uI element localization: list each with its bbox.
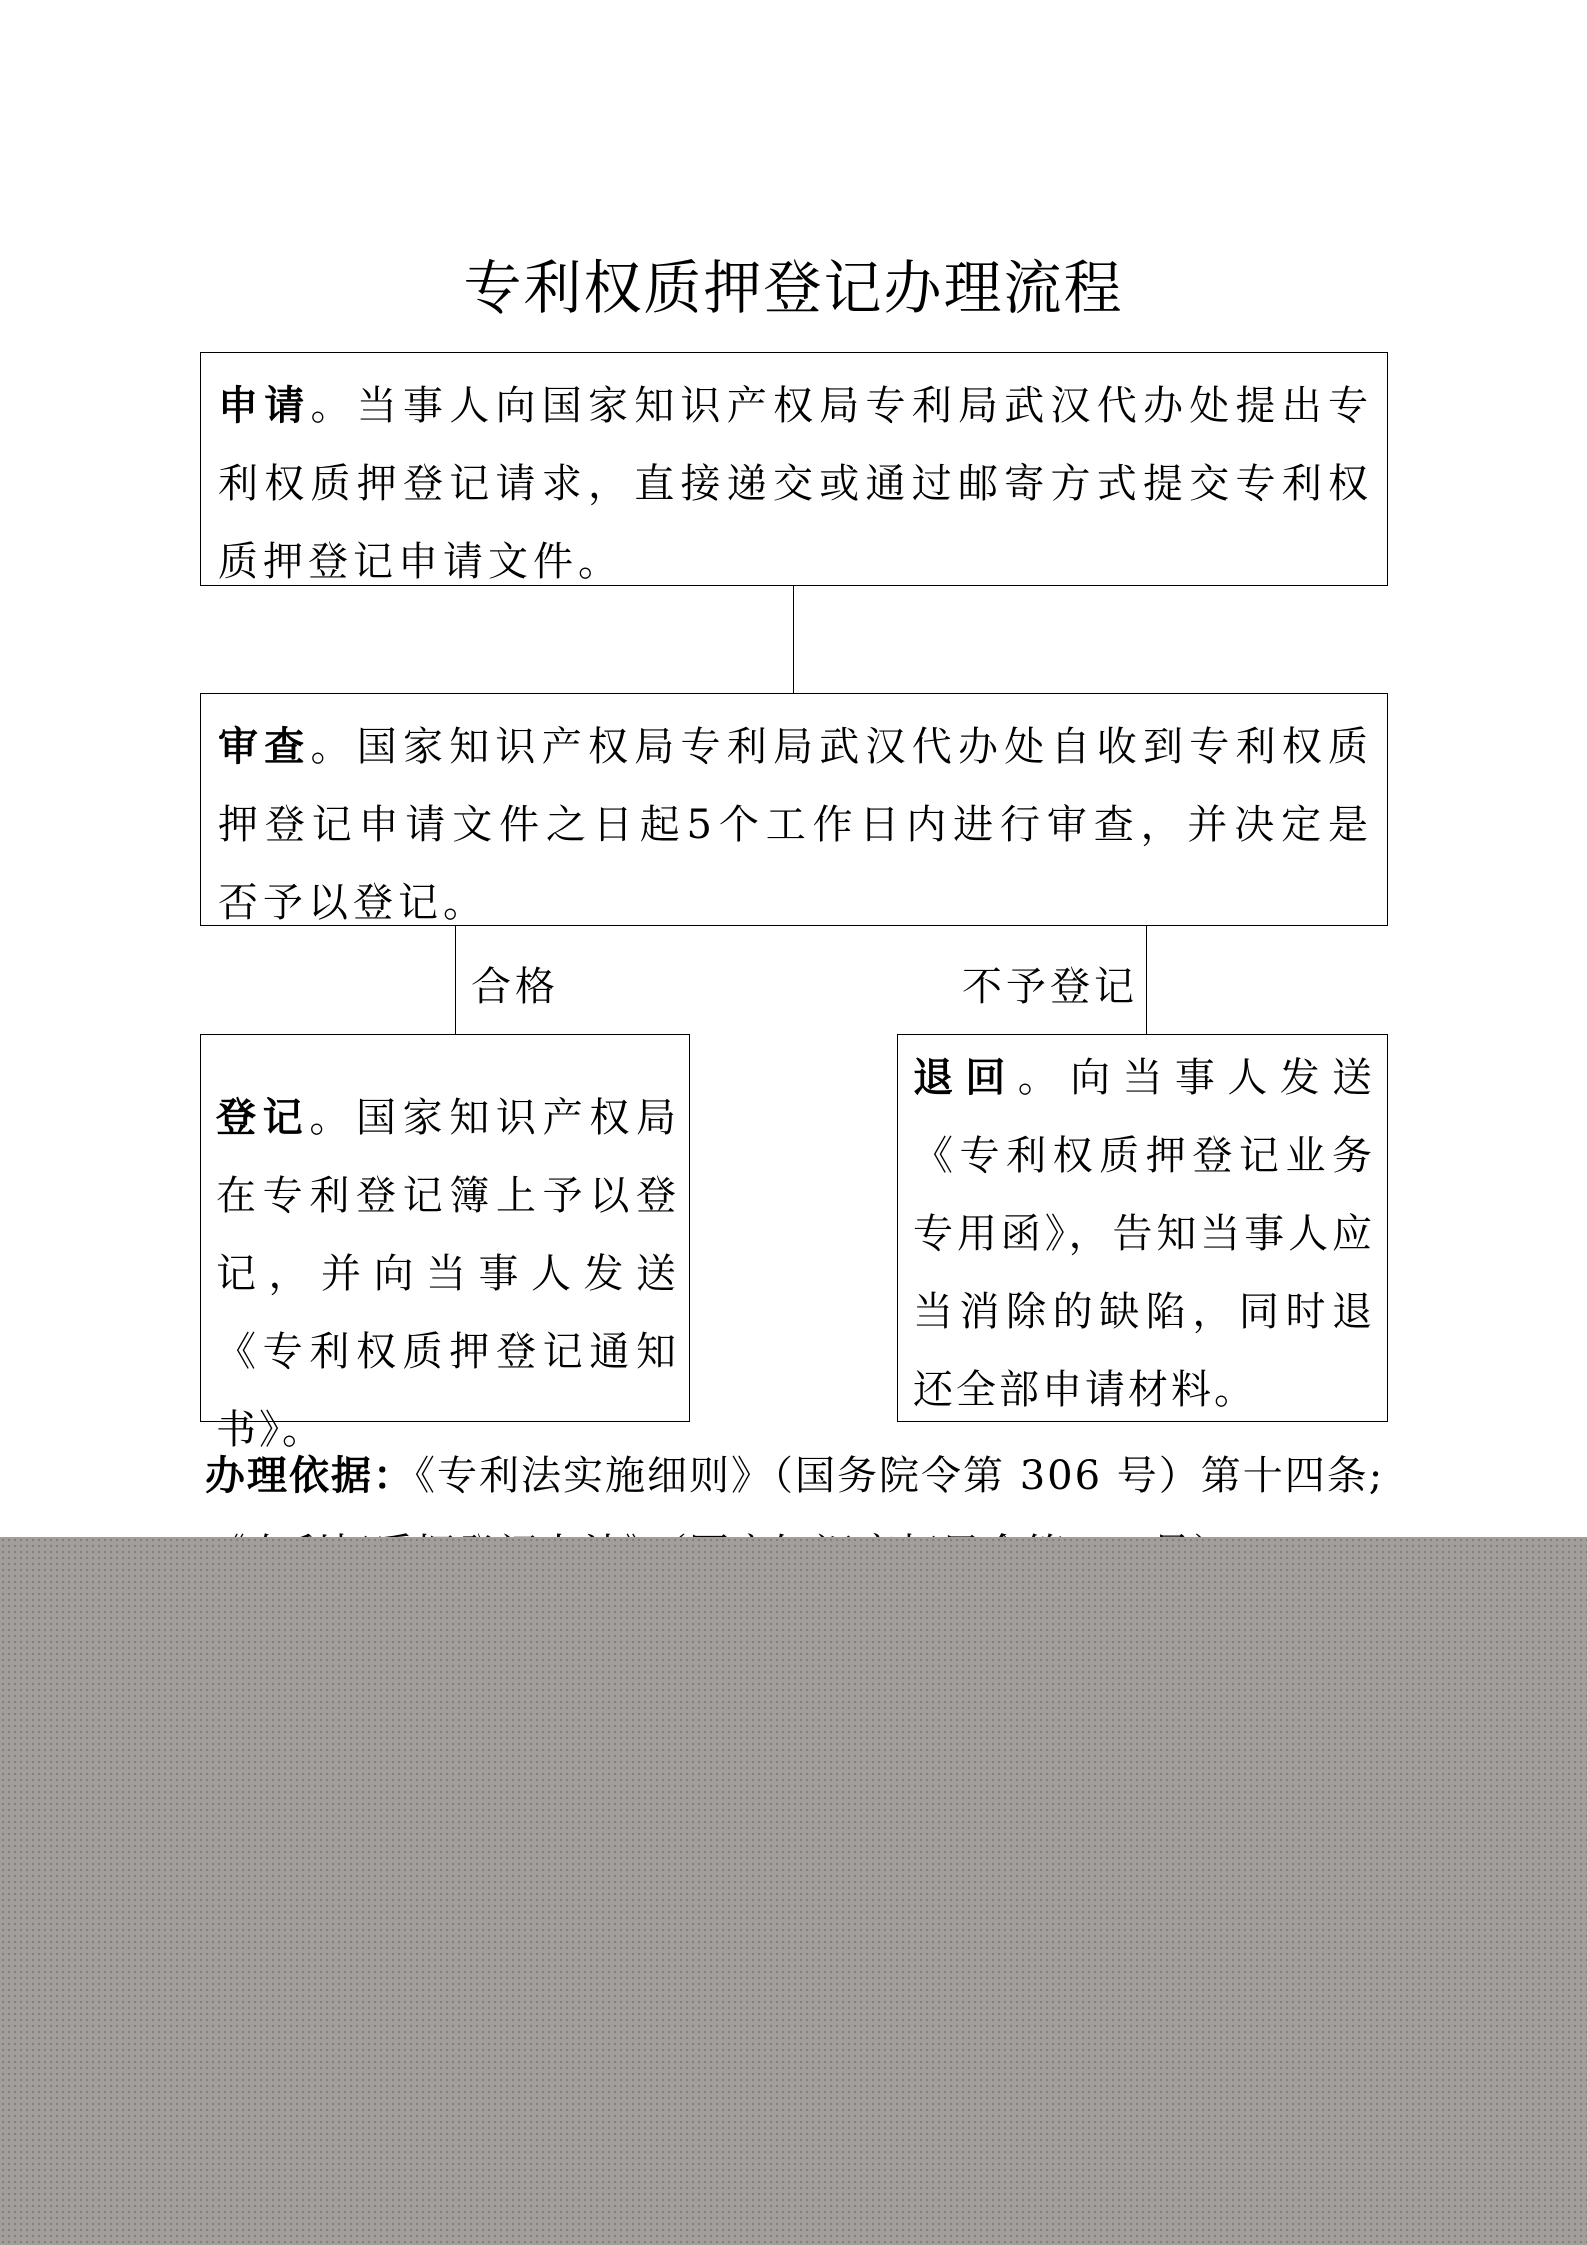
return-label: 退回 — [913, 1055, 1018, 1101]
review-box — [200, 693, 1388, 926]
connector-review-return — [1146, 926, 1147, 1034]
apply-box — [200, 352, 1388, 586]
review-text: 。国家知识产权局专利局武汉代办处自收到专利权质押登记申请文件之日起5个工作日内进行审查，并决定是否予以登记。 — [218, 724, 1373, 926]
register-text: 。国家知识产权局在专利登记簿上予以登记，并向当事人发送《专利权质押登记通知书》。 — [216, 1095, 680, 1453]
apply-text: 。当事人向国家知识产权局专利局武汉代办处提出专利权质押登记请求，直接递交或通过邮寄方式提交专利权质押登记申请文件。 — [218, 383, 1373, 585]
basis-line-1: 《专利法实施细则》（国务院令第 306 号）第十四条; — [415, 1453, 1385, 1499]
register-label: 登记 — [216, 1095, 310, 1141]
return-paragraph — [913, 1039, 1375, 1429]
connector-apply-review — [793, 586, 794, 693]
apply-paragraph — [218, 367, 1373, 601]
page-title: 专利权质押登记办理流程 — [463, 254, 1124, 322]
edge-label-rejected: 不予登记 — [962, 964, 1138, 1010]
register-paragraph — [216, 1079, 679, 1469]
connector-review-register — [455, 926, 456, 1034]
return-text: 。向当事人发送《专利权质押登记业务专用函》，告知当事人应当消除的缺陷，同时退还全部申请材料。 — [913, 1055, 1375, 1413]
gray-overlay — [0, 1537, 1587, 2245]
apply-label: 申请 — [218, 383, 311, 429]
register-box — [200, 1034, 690, 1453]
return-box — [897, 1034, 1388, 1422]
basis-label: 办理依据： — [205, 1453, 415, 1499]
review-paragraph — [218, 708, 1373, 942]
edge-label-qualified: 合格 — [471, 964, 559, 1010]
review-label: 审查 — [218, 724, 311, 770]
